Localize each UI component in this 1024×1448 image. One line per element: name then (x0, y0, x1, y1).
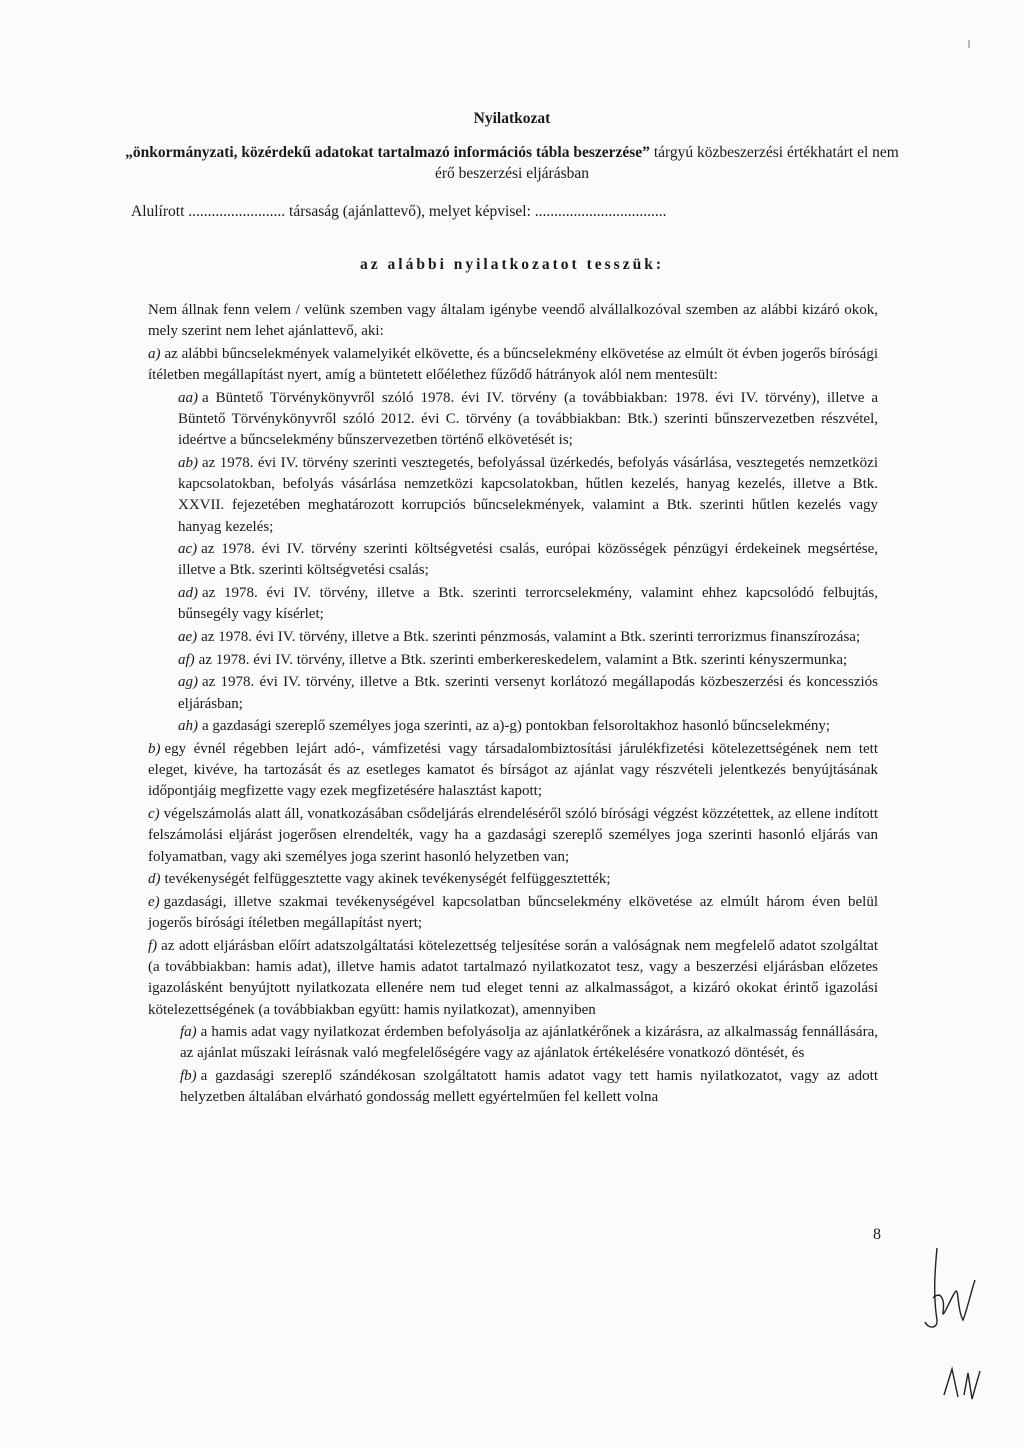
item-text: a gazdasági szereplő szándékosan szolgáltatott hamis adatot vagy tett hamis nyilatkozatot, vagy az adott helyzetben általában elvárható gondosság mellett egyértelműen fel kellett volna (180, 1068, 878, 1106)
item-text: a Büntető Törvénykönyvről szóló 1978. évi IV. törvény (a továbbiakban: 1978. évi IV. törvény), illetve a Büntető Törvénykönyvről szóló 2012. évi C. törvény (a továbbiakban: Btk.) szerinti bűnszervezetben részvétel, ideértve a bűncselekmény bűnszervezetben történő elkövetését is; (178, 389, 878, 449)
list-item (178, 672, 878, 714)
initials-mark (940, 1355, 990, 1405)
list-item (180, 1022, 878, 1064)
scan-mark (968, 40, 970, 48)
item-marker: e) (148, 893, 160, 910)
intro-paragraph: Nem állnak fenn velem / velünk szemben vagy általam igénybe veendő alvállalkozóval szemben az alábbi kizáró okok, mely szerint nem lehet ajánlattevő, aki: (148, 302, 878, 340)
item-marker: fb) (180, 1068, 197, 1085)
item-text: egy évnél régebben lejárt adó-, vámfizetési vagy társadalombiztosítási járulékfizetési kötelezettségének nem tett eleget, kivéve, ha tartozását és az esetleges kamatot és bírságot az ajánlat vagy részvételi jelentkezés benyújtásának időpontjáig megfizette vagy ezek megfizetésére halasztást kapott; (148, 741, 878, 800)
list-item (178, 627, 878, 648)
list-item (180, 1066, 878, 1108)
list-item (178, 650, 878, 671)
item-text: az 1978. évi IV. törvény szerinti költségvetési csalás, európai közösségek pénzügyi érdekeinek megsértése, illetve a Btk. szerinti költségvetési csalás; (178, 541, 878, 579)
list-item (148, 936, 878, 1021)
item-marker: a) (148, 345, 161, 362)
subject-bold: „önkormányzati, közérdekű adatokat tartalmazó információs tábla beszerzése” (125, 144, 650, 161)
item-text: a hamis adat vagy nyilatkozat érdemben befolyásolja az ajánlatkérőnek a kizárásra, az alkalmasság fennállására, az ajánlat műszaki leírásnak való megfelelőségére vagy az ajánlatok értékelésére vonatkozó döntését, és (180, 1024, 878, 1062)
item-text: tevékenységét felfüggesztette vagy akinek tevékenységét felfüggesztették; (164, 871, 611, 888)
list-item (178, 716, 878, 737)
item-marker: ae) (178, 629, 198, 646)
page-number: 8 (873, 1226, 881, 1243)
item-text: az alábbi bűncselekmények valamelyikét elkövette, és a bűncselekmény elkövetése az elmúlt öt évben jogerős bírósági ítéletben megállapítást nyert, amíg a büntetett előélethez fűződő hátrányok alól nem mentesült: (148, 345, 878, 384)
item-marker: ag) (178, 674, 198, 691)
document-title: Nyilatkozat (473, 110, 551, 127)
list-item (178, 388, 878, 452)
item-marker: fa) (180, 1024, 197, 1041)
item-marker: ah) (178, 718, 198, 735)
list-item (178, 539, 878, 581)
item-marker: b) (148, 741, 161, 758)
item-text: végelszámolás alatt áll, vonatkozásában csődeljárás elrendeléséről szóló bírósági végzést közzétettek, az ellene indított felszámolási eljárást jogerősen elrendelték, vagy ha a gazdasági szereplő személyes joga szerinti hasonló eljárás van folyamatban, vagy aki személyes joga szerint hasonló helyzetben van; (148, 806, 878, 865)
item-text: gazdasági, illetve szakmai tevékenységével kapcsolatban bűncselekmény elkövetése az elmúlt három éven belül jogerős bírósági ítéletben megállapítást nyert; (148, 893, 878, 932)
item-marker: d) (148, 871, 161, 888)
item-marker: aa) (178, 389, 198, 406)
item-text: az 1978. évi IV. törvény, illetve a Btk. szerinti pénzmosás, valamint a Btk. szerinti terrorizmus finanszírozása; (201, 629, 861, 646)
list-item (148, 739, 878, 803)
list-item (178, 453, 878, 538)
item-text: az 1978. évi IV. törvény szerinti vesztegetés, befolyással üzérkedés, befolyás vásárlása, vesztegetés nemzetközi kapcsolatokban, befolyás vásárlása nemzetközi kapcsolatokban, hűtlen kezelés, hanyag kezelés, illetve a Btk. XXVII. fejezetében meghatározott korrupciós bűncselekmények, valamint a Btk. szerinti hűtlen kezelés vagy hanyag kezelés; (178, 454, 878, 535)
list-item (148, 892, 878, 934)
item-marker: af) (178, 651, 195, 668)
item-text: az adott eljárásban előírt adatszolgáltatási kötelezettség teljesítése során a valóságnak nem megfelelő adatot szolgáltat (a továbbiakban: hamis adat), illetve hamis adatot tartalmazó nyilatkozatot tesz, vagy a beszerzési eljárásban előzetes igazolásként benyújtott nyilatkozata ellenére nem tud eleget tenni az alkalmasságot, a kizáró okokat érintő igazolási kötelezettségének (a továbbiakban együtt: hamis nyilatkozat), amennyiben (148, 937, 878, 1018)
undersigned-line: Alulírott ......................... társaság (ajánlattevő), melyet képvisel: .................................. (131, 203, 667, 220)
item-text: az 1978. évi IV. törvény, illetve a Btk. szerinti emberkereskedelem, valamint a Btk. szerinti kényszermunka; (198, 651, 848, 668)
item-text: az 1978. évi IV. törvény, illetve a Btk. szerinti terrorcselekmény, valamint ehhez kapcsolódó felbujtás, bűnsegély vagy kísérlet; (178, 585, 878, 623)
item-marker: c) (148, 806, 160, 823)
list-item (148, 869, 878, 890)
document-subject (120, 142, 904, 184)
item-text: a gazdasági szereplő személyes joga szerinti, az a)-g) pontokban felsoroltakhoz hasonló bűncselekmény; (202, 718, 831, 735)
list-item (178, 583, 878, 625)
subject-rest: tárgyú közbeszerzési értékhatárt el nem érő beszerzési eljárásban (434, 144, 899, 182)
item-marker: ad) (178, 585, 198, 602)
item-marker: ac) (178, 541, 198, 558)
item-text: az 1978. évi IV. törvény, illetve a Btk. szerinti versenyt korlátozó megállapodás közbeszerzési és koncessziós eljárásban; (178, 674, 878, 712)
item-marker: ab) (178, 454, 198, 471)
list-item (148, 804, 878, 868)
list-item (148, 344, 878, 386)
declaration-heading: az alábbi nyilatkozatot tesszük: (360, 256, 664, 273)
signature-mark (915, 1240, 985, 1340)
item-marker: f) (148, 937, 158, 954)
document-body (148, 300, 878, 1110)
